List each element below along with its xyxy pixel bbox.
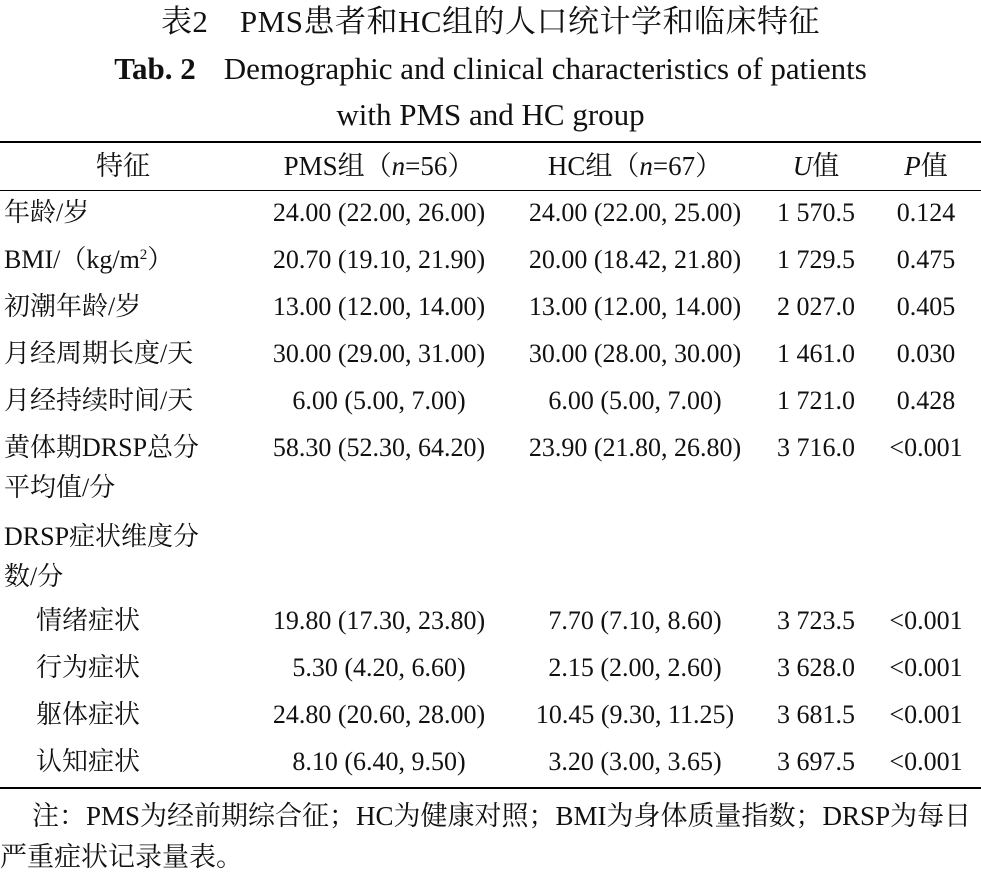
table-header-row <box>0 146 981 186</box>
row-hc: 23.90 (21.80, 26.80) <box>528 433 742 462</box>
table-row <box>0 742 981 782</box>
bottom-rule <box>0 787 981 789</box>
row-feature: DRSP症状维度分 数/分 <box>4 522 200 591</box>
header-feature: 特征 <box>96 151 150 181</box>
row-feature: 年龄/岁 <box>4 198 90 227</box>
table-title-english <box>0 46 981 138</box>
row-hc: 13.00 (12.00, 14.00) <box>528 292 742 321</box>
row-hc: 24.00 (22.00, 25.00) <box>528 198 742 227</box>
row-hc: 7.70 (7.10, 8.60) <box>548 606 722 635</box>
row-pms: 24.00 (22.00, 26.00) <box>272 198 486 227</box>
row-feature: 月经持续时间/天 <box>4 386 194 415</box>
row-feature: 认知症状 <box>36 747 141 776</box>
row-pms: 20.70 (19.10, 21.90) <box>272 245 486 274</box>
row-pms: 5.30 (4.20, 6.60) <box>292 653 466 682</box>
table-row <box>0 193 981 233</box>
header-u-value: U值 <box>792 151 840 181</box>
row-u: 2 027.0 <box>777 292 855 321</box>
row-hc: 10.45 (9.30, 11.25) <box>535 700 735 729</box>
row-p: 0.428 <box>896 386 956 415</box>
title-en-line2: with PMS and HC group <box>336 97 645 132</box>
table-row <box>0 381 981 421</box>
header-rule <box>0 190 981 191</box>
row-pms: 58.30 (52.30, 64.20) <box>272 433 486 462</box>
row-feature: 情绪症状 <box>36 606 141 635</box>
row-p: <0.001 <box>889 653 963 682</box>
table-footnote: 注：PMS为经前期综合征；HC为健康对照；BMI为身体质量指数；DRSP为每日严重症状记录量表。 <box>0 801 972 872</box>
row-u: 3 716.0 <box>777 433 855 462</box>
table-title-chinese: 表2 PMS患者和HC组的人口统计学和临床特征 <box>160 4 821 39</box>
table-row <box>0 334 981 374</box>
row-feature: 行为症状 <box>36 653 141 682</box>
row-u: 3 697.5 <box>777 747 855 776</box>
row-hc: 20.00 (18.42, 21.80) <box>528 245 742 274</box>
header-pms: PMS组（n=56） <box>283 151 475 181</box>
row-pms: 24.80 (20.60, 28.00) <box>272 700 486 729</box>
header-hc: HC组（n=67） <box>547 151 723 181</box>
row-p: <0.001 <box>889 433 963 462</box>
row-hc: 3.20 (3.00, 3.65) <box>548 747 722 776</box>
table-row <box>0 601 981 641</box>
row-u: 1 729.5 <box>777 245 855 274</box>
row-p: <0.001 <box>889 606 963 635</box>
row-p: 0.405 <box>896 292 956 321</box>
row-u: 1 570.5 <box>777 198 855 227</box>
row-hc: 30.00 (28.00, 30.00) <box>528 339 742 368</box>
table-row <box>0 287 981 327</box>
row-pms: 6.00 (5.00, 7.00) <box>292 386 466 415</box>
row-u: 1 721.0 <box>777 386 855 415</box>
row-feature: 躯体症状 <box>36 700 141 729</box>
row-feature: BMI/$(kg/m^2)$ <box>4 245 174 274</box>
table-label: Tab. 2 <box>114 51 196 86</box>
row-pms: 19.80 (17.30, 23.80) <box>272 606 486 635</box>
row-p: 0.475 <box>896 245 956 274</box>
row-feature: 黄体期DRSP总分 平均值/分 <box>4 433 200 502</box>
row-u: 3 681.5 <box>777 700 855 729</box>
row-u: 3 628.0 <box>777 653 855 682</box>
top-rule <box>0 141 981 143</box>
row-pms: 30.00 (29.00, 31.00) <box>272 339 486 368</box>
table-row <box>0 695 981 735</box>
row-p: 0.030 <box>896 339 956 368</box>
table-row <box>0 240 981 280</box>
row-feature: 初潮年龄/岁 <box>4 292 142 321</box>
header-p-value: P值 <box>904 151 948 181</box>
row-u: 1 461.0 <box>777 339 855 368</box>
table-row <box>0 428 981 508</box>
table-group-heading <box>0 517 981 597</box>
table-row <box>0 648 981 688</box>
row-hc: 6.00 (5.00, 7.00) <box>548 386 722 415</box>
row-pms: 8.10 (6.40, 9.50) <box>292 747 466 776</box>
title-en-line1: Demographic and clinical characteristics of patients <box>223 51 867 86</box>
row-u: 3 723.5 <box>777 606 855 635</box>
row-hc: 2.15 (2.00, 2.60) <box>548 653 722 682</box>
row-p: <0.001 <box>889 747 963 776</box>
row-p: <0.001 <box>889 700 963 729</box>
row-pms: 13.00 (12.00, 14.00) <box>272 292 486 321</box>
row-feature: 月经周期长度/天 <box>4 339 194 368</box>
row-p: 0.124 <box>896 198 956 227</box>
